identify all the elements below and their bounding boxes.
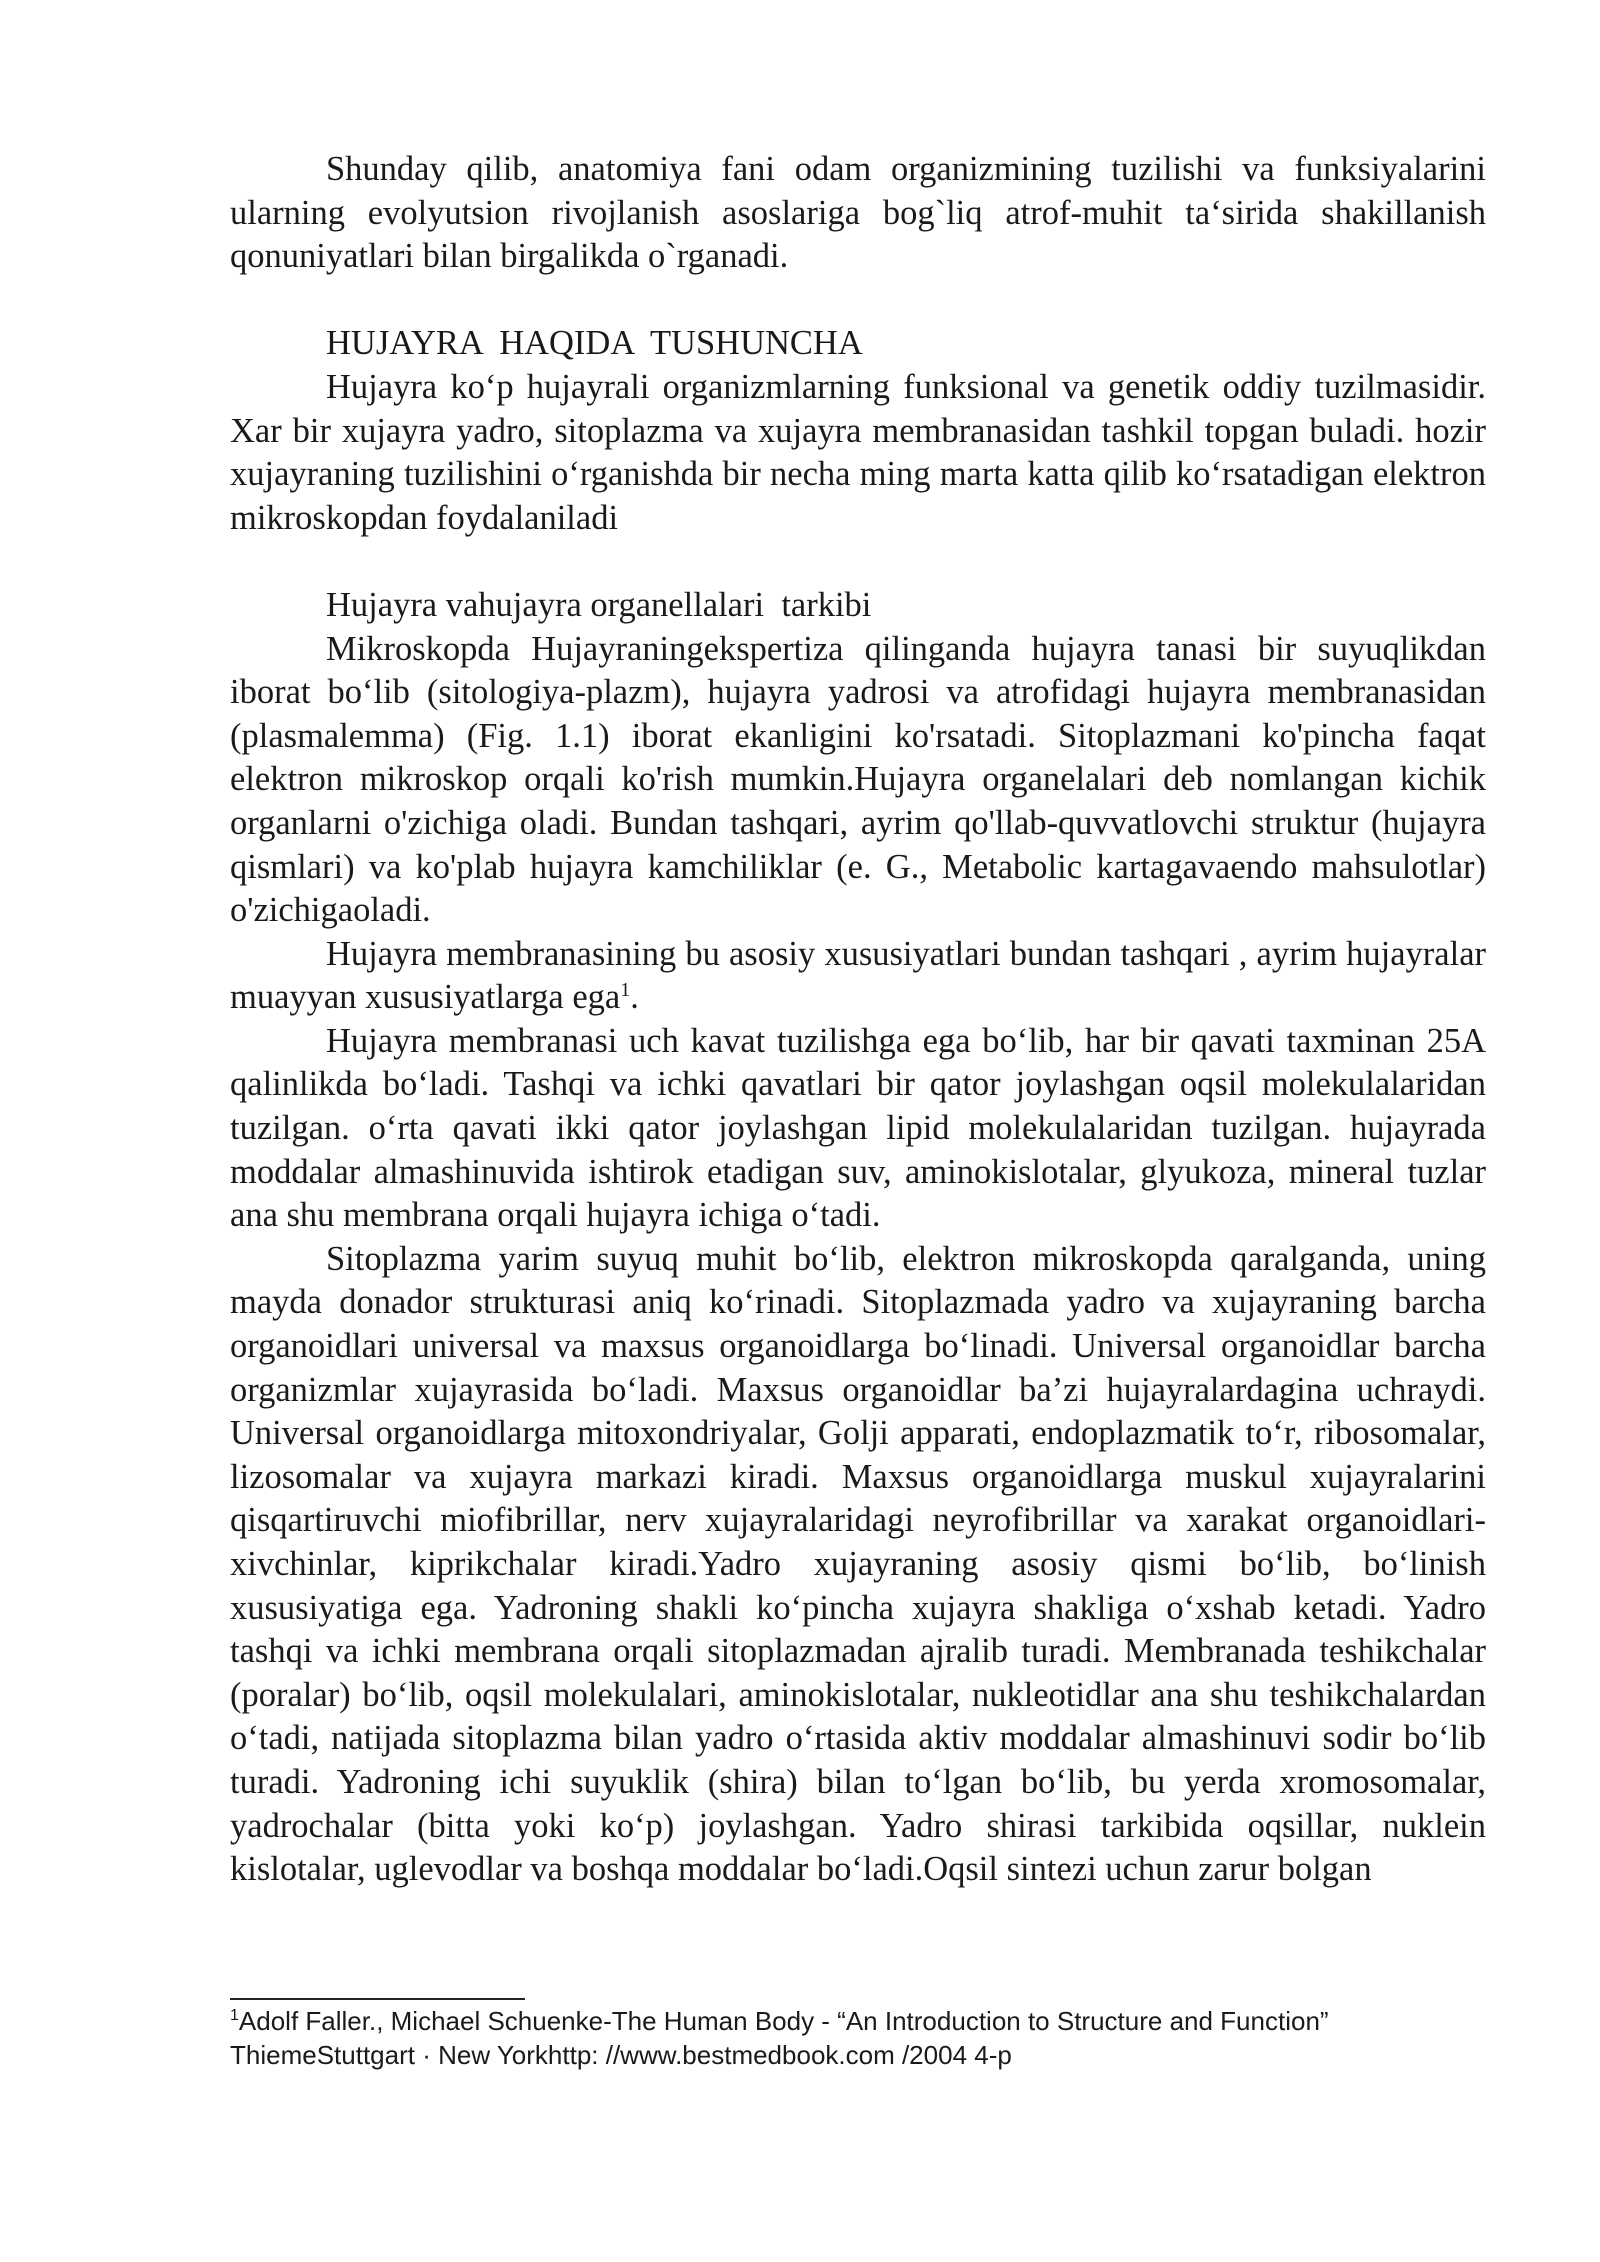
paragraph-spacer (230, 540, 1486, 584)
section-heading-hujayra-haqida: HUJAYRA HAQIDA TUSHUNCHA (326, 324, 863, 363)
membrana-xususiyat-text: Hujayra membranasining bu asosiy xususiyatlari bundan tashqari , ayrim hujayralar muayyan xususiyatlarga ega (230, 934, 1486, 1017)
footnote-reference: 1 (620, 979, 631, 1002)
footnote-separator (230, 1998, 525, 2000)
membrana-tuzilish-paragraph: Hujayra membranasi uch kavat tuzilishga ega bo‘lib, har bir qavati taxminan 25A qalinlikda bo‘ladi. Tashqi va ichki qavatlari bir qator joylashgan oqsil molekulalaridan tuzilgan. o‘rta qavati ikki qator joylashgan lipid molekulalaridan tuzilgan. hujayrada moddalar almashinuvida ishtirok etadigan suv, aminokislotalar, glyukoza, mineral tuzlar ana shu membrana orqali hujayra ichiga o‘tadi. (230, 1021, 1486, 1235)
sitoplazma-paragraph: Sitoplazma yarim suyuq muhit bo‘lib, elektron mikroskopda qaralganda, uning mayda donador strukturasi aniq ko‘rinadi. Sitoplazmada yadro va xujayraning barcha organoidlari universal va maxsus organoidlarga bo‘linadi. Universal organoidlar barcha organizmlar xujayrasida bo‘ladi. Maxsus organoidlar ba’zi hujayralardagina uchraydi. Universal organoidlarga mitoxondriyalar, Golji apparati, endoplazmatik to‘r, ribosomalar, lizosomalar va xujayra markazi kiradi. Maxsus organoidlarga muskul xujayralarini qisqartiruvchi miofibrillar, nerv xujayralaridagi neyrofibrillar va xarakat organoidlari- xivchinlar, kiprikchalar kiradi.Yadro xujayraning asosiy qismi bo‘lib, bo‘linish xususiyatiga ega. Yadroning shakli ko‘pincha xujayra shakliga o‘xshab ketadi. Yadro tashqi va ichki membrana orqali sitoplazmadan ajralib turadi. Membranada teshikchalar (poralar) bo‘lib, oqsil molekulalari, aminokislotalar, nukleotidlar ana shu teshikchalardan o‘tadi, natijada sitoplazma bilan yadro o‘rtasida aktiv moddalar almashinuvi sodir bo‘lib turadi. Yadroning ichi suyuklik (shira) bilan to‘lgan bo‘lib, bu yerda xromosomalar, yadrochalar (bitta yoki ko‘p) joylashgan. Yadro shirasi tarkibida oqsillar, nuklein kislotalar, uglevodlar va boshqa moddalar bo‘ladi.Oqsil sintezi uchun zarur bolgan (230, 1239, 1486, 1889)
mikroskop-paragraph: Mikroskopda Hujayraningekspertiza qilinganda hujayra tanasi bir suyuqlikdan iborat bo‘lib (sitologiya-plazm), hujayra yadrosi va atrofidagi hujayra membranasidan (plasmalemma) (Fig. 1.1) iborat ekanligini ko'rsatadi. Sitoplazmani ko'pincha faqat elektron mikroskop orqali ko'rish mumkin.Hujayra organelalari deb nomlangan kichik organlarni o'zichiga oladi. Bundan tashqari, ayrim qo'llab-quvvatlovchi struktur (hujayra qismlari) va ko'plab hujayra kamchiliklar (e. G., Metabolic kartagavaendo mahsulotlar) o'zichigaoladi. (230, 629, 1486, 930)
membrana-xususiyat-paragraph (230, 933, 1486, 1020)
document-page (230, 148, 1486, 1892)
paragraph-spacer (230, 279, 1486, 323)
hujayra-definition-paragraph: Hujayra ko‘p hujayrali organizmlarning funksional va genetik oddiy tuzilmasidir. Xar bir xujayra yadro, sitoplazma va xujayra membranasidan tashkil topgan buladi. hozir xujayraning tuzilishini o‘rganishda bir necha ming marta katta qilib ko‘rsatadigan elektron mikroskopdan foydalaniladi (230, 367, 1486, 537)
section-heading-organellalar: Hujayra vahujayra organellalari tarkibi (326, 585, 872, 624)
footnote-number: 1 (230, 2007, 239, 2024)
footnote (230, 2004, 1486, 2072)
footnote-text: Adolf Faller., Michael Schuenke-The Human Body - “An Introduction to Structure and Function” ThiemeStuttgart · New Yorkhttp: //www.bestmedbook.com /2004 4-p (230, 2006, 1329, 2070)
intro-paragraph: Shunday qilib, anatomiya fani odam organizmining tuzilishi va funksiyalarini ularning evolyutsion rivojlanish asoslariga bog`liq atrof-muhit ta‘sirida shakillanish qonuniyatlari bilan birgalikda o`rganadi. (230, 150, 1486, 276)
sentence-end: . (630, 978, 639, 1017)
